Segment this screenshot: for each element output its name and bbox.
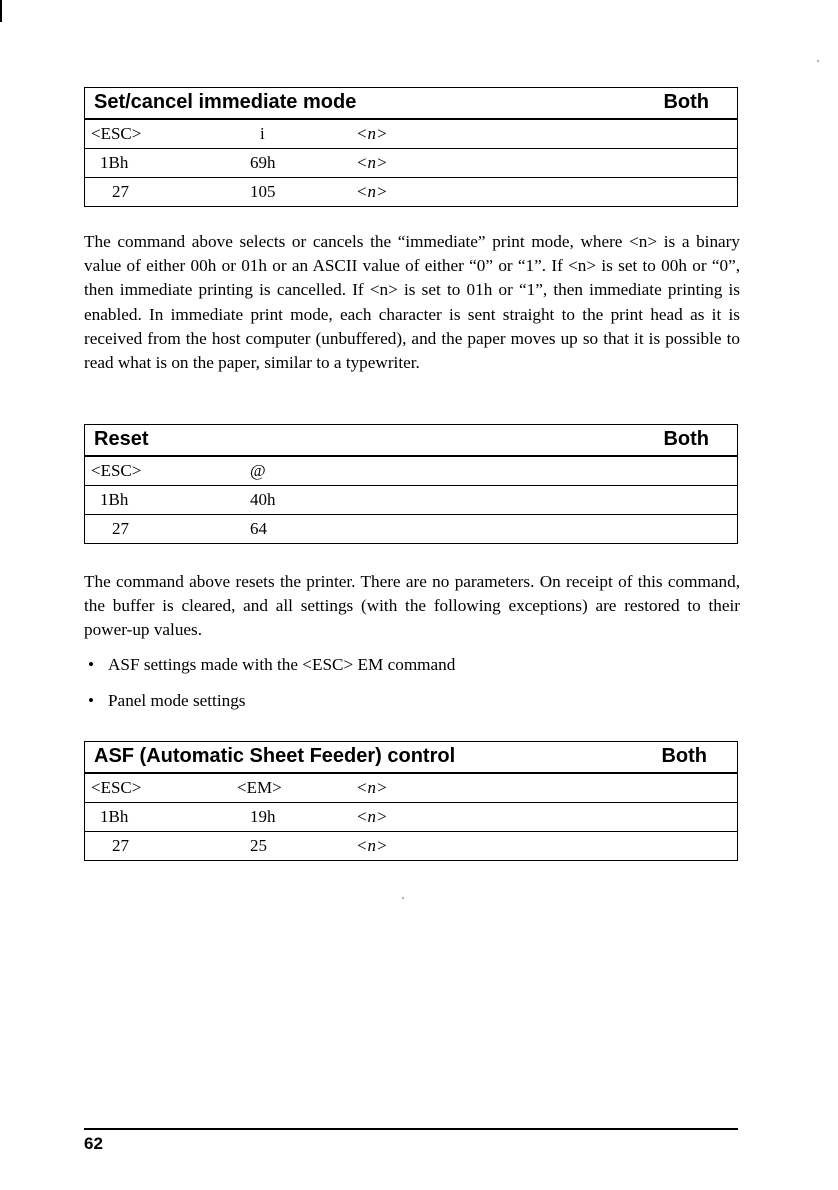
table-row (85, 832, 737, 860)
command-table-header (85, 425, 737, 457)
page-number: 62 (84, 1134, 103, 1153)
ascii-cell: <ESC> (91, 124, 142, 143)
table-row (85, 120, 737, 149)
command-title: Reset (94, 428, 149, 450)
hex-cell: 69h (250, 153, 276, 172)
ascii-cell: <EM> (237, 778, 282, 797)
list-item (88, 691, 245, 711)
margin-mark (0, 0, 2, 22)
decimal-cell: <n> (356, 836, 388, 855)
command-table-reset (84, 424, 738, 544)
list-item-text: Panel mode settings (108, 691, 246, 710)
command-title: ASF (Automatic Sheet Feeder) control (94, 745, 456, 767)
immediate-mode-description: The command above selects or cancels the “immediate” print mode, where <n> is a binary value of either 00h or 01h or an ASCII value of either “0” or “1”. If <n> is set to 00h or “0”, then immediate printing is cancelled. If <n> is set to 01h or “1”, then immediate printing is enabled. In immediate print mode, each character is sent straight to the print head as it is received from the host computer (unbuffered), and the paper moves up so that it is possible to read what is on the paper, similar to a typewriter. (84, 232, 740, 373)
ascii-cell: <n> (356, 778, 388, 797)
list-item-text: ASF settings made with the <ESC> EM command (108, 655, 456, 674)
ascii-cell: <ESC> (91, 778, 142, 797)
command-mode: Both (663, 91, 709, 113)
table-row (85, 178, 737, 206)
command-table-asf (84, 741, 738, 861)
scan-speck (402, 897, 404, 899)
command-table-immediate (84, 87, 738, 207)
table-row (85, 486, 737, 515)
table-row (85, 457, 737, 486)
reset-description: The command above resets the printer. There are no parameters. On receipt of this command, the buffer is cleared, and all settings (with the following exceptions) are restored to their power-up values. (84, 572, 740, 640)
ascii-cell: <ESC> (91, 461, 142, 480)
footer-rule (84, 1128, 738, 1130)
table-row (85, 515, 737, 543)
decimal-cell: 25 (250, 836, 267, 855)
hex-cell: 40h (250, 490, 276, 509)
hex-cell: 1Bh (100, 807, 129, 826)
decimal-cell: 27 (112, 519, 129, 538)
hex-cell: 1Bh (100, 490, 129, 509)
command-table-header (85, 88, 737, 120)
command-mode: Both (661, 745, 707, 767)
decimal-cell: 105 (250, 182, 276, 201)
command-title: Set/cancel immediate mode (94, 91, 357, 113)
hex-cell: <n> (356, 153, 388, 172)
decimal-cell: 27 (112, 836, 129, 855)
hex-cell: <n> (356, 807, 388, 826)
scan-speck (817, 60, 819, 62)
table-row (85, 774, 737, 803)
decimal-cell: 64 (250, 519, 267, 538)
ascii-cell: @ (250, 461, 266, 480)
command-table-header (85, 742, 737, 774)
decimal-cell: 27 (112, 182, 129, 201)
ascii-cell: <n> (356, 124, 388, 143)
bullet-marker: • (88, 691, 95, 710)
command-mode: Both (663, 428, 709, 450)
bullet-marker: • (88, 655, 95, 674)
ascii-cell: i (260, 124, 265, 143)
hex-cell: 1Bh (100, 153, 129, 172)
table-row (85, 803, 737, 832)
table-row (85, 149, 737, 178)
list-item (88, 655, 455, 675)
decimal-cell: <n> (356, 182, 388, 201)
hex-cell: 19h (250, 807, 276, 826)
